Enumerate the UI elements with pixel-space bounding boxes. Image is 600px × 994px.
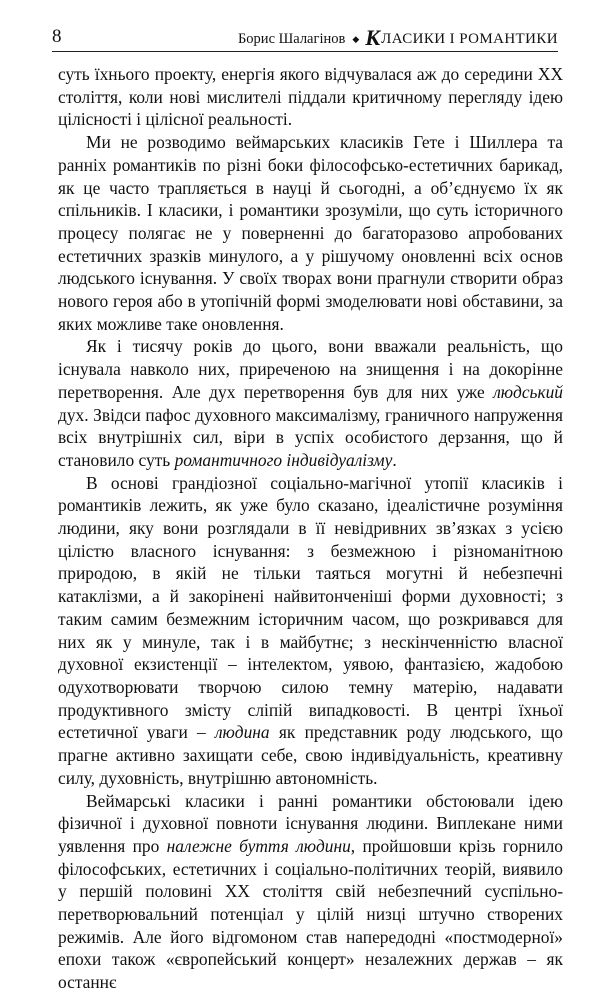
paragraph-4-text-part-2: як представник роду людського, що прагне активно захищати себе, свою індивідуальність, креативну силу, духовність, внутрішню автономність. (58, 722, 563, 788)
running-head-title: ЛАСИКИ І РОМАНТИКИ (381, 31, 558, 47)
paragraph-5-text-part-2: , пройшовши крізь горнило філософських, естетичних і соціально-політичних теорій, виявило у першій половині XX століття свій небезпечний суспільно-перетворювальний потенціал у цілій низці штучно створених режимів. Але його відгомоном став напередодні «постмодерної» епохи також «європейський концерт» незалежних держав – як останнє (58, 835, 563, 993)
paragraph-1 (58, 63, 563, 131)
paragraph-3-emphasis-1: людський (493, 381, 563, 402)
diamond-separator-icon: ◆ (352, 34, 360, 44)
paragraph-2-text: Ми не розводимо веймарських класиків Гете і Шиллера та ранніх романтиків по різні боки філософсько-естетичних барикад, як це часто трапляється в науці й сьогодні, а об’єднуємо їх як спільників. І класики, і романтики зрозуміли, що суть історичного процесу полягає не у поверненні до багаторазово апробованих естетичних зразків минулого, а у рішучому оновленні всіх основ людського існування. У своїх творах вони прагнули створити образ нового героя або в утопічній формі змоделювати нові обставини, за яких можливе таке оновлення. (58, 132, 563, 334)
paragraph-5-text-part-1: Веймарські класики і ранні романтики обстоювали ідею фізичної і духовної повноти існування людини. Виплекане ними уявлення про (58, 790, 563, 856)
paragraph-2 (58, 131, 563, 335)
page-header (52, 20, 558, 48)
paragraph-3-text-part-1: Як і тисячу років до цього, вони вважали реальність, що існувала навколо них, приреченою на знищення і на докорінне перетворення. Але дух перетворення був для них уже (58, 336, 563, 402)
running-head-author: Борис Шалагінов (237, 31, 346, 47)
body-text (58, 63, 563, 994)
paragraph-4 (58, 472, 563, 790)
running-head-title-initial: К (365, 25, 381, 50)
paragraph-3-text-part-2: дух. Звідси пафос духовного максималізму, граничного напруження всіх внутрішніх сил, віри в успіх особистого дерзання, що й становило суть (58, 404, 563, 470)
paragraph-5 (58, 790, 563, 994)
paragraph-1-text: суть їхнього проекту, енергія якого відчувалася аж до середини XX століття, коли нові мислителі піддали критичному перегляду ідею цілісності і цілісної реальності. (58, 64, 563, 130)
header-rule (52, 51, 558, 52)
running-head (237, 25, 558, 50)
paragraph-5-emphasis-1: належне буття людини (166, 835, 351, 856)
paragraph-3 (58, 335, 563, 471)
paragraph-3-text-part-3: . (392, 449, 397, 470)
paragraph-4-text-part-1: В основі грандіозної соціально-магічної утопії класиків і романтиків лежить, як уже було сказано, ідеалістичне розуміння людини, яку вони розглядали в її невідривних зв’язках з усією цілістю власного існування: з безмежною і різноманітною природою, в якій не тільки таяться могутні й небезпечні катаклізми, а й закорінені найвитонченіші форми духовності; з таким самим безмежним історичним часом, що розкривався для них як у минуле, так і в майбутнє; з нескінченністю власної духовної екзистенції – інтелектом, уявою, фантазією, жадобою одухотворювати творчою силою темну матерію, надавати продуктивного змісту сліпій випадковості. В центрі їхньої естетичної уваги – (58, 472, 563, 743)
paragraph-4-emphasis-1: людина (214, 722, 270, 743)
paragraph-3-emphasis-2: романтичного індивідуалізму (174, 449, 393, 470)
page-number: 8 (52, 26, 62, 47)
